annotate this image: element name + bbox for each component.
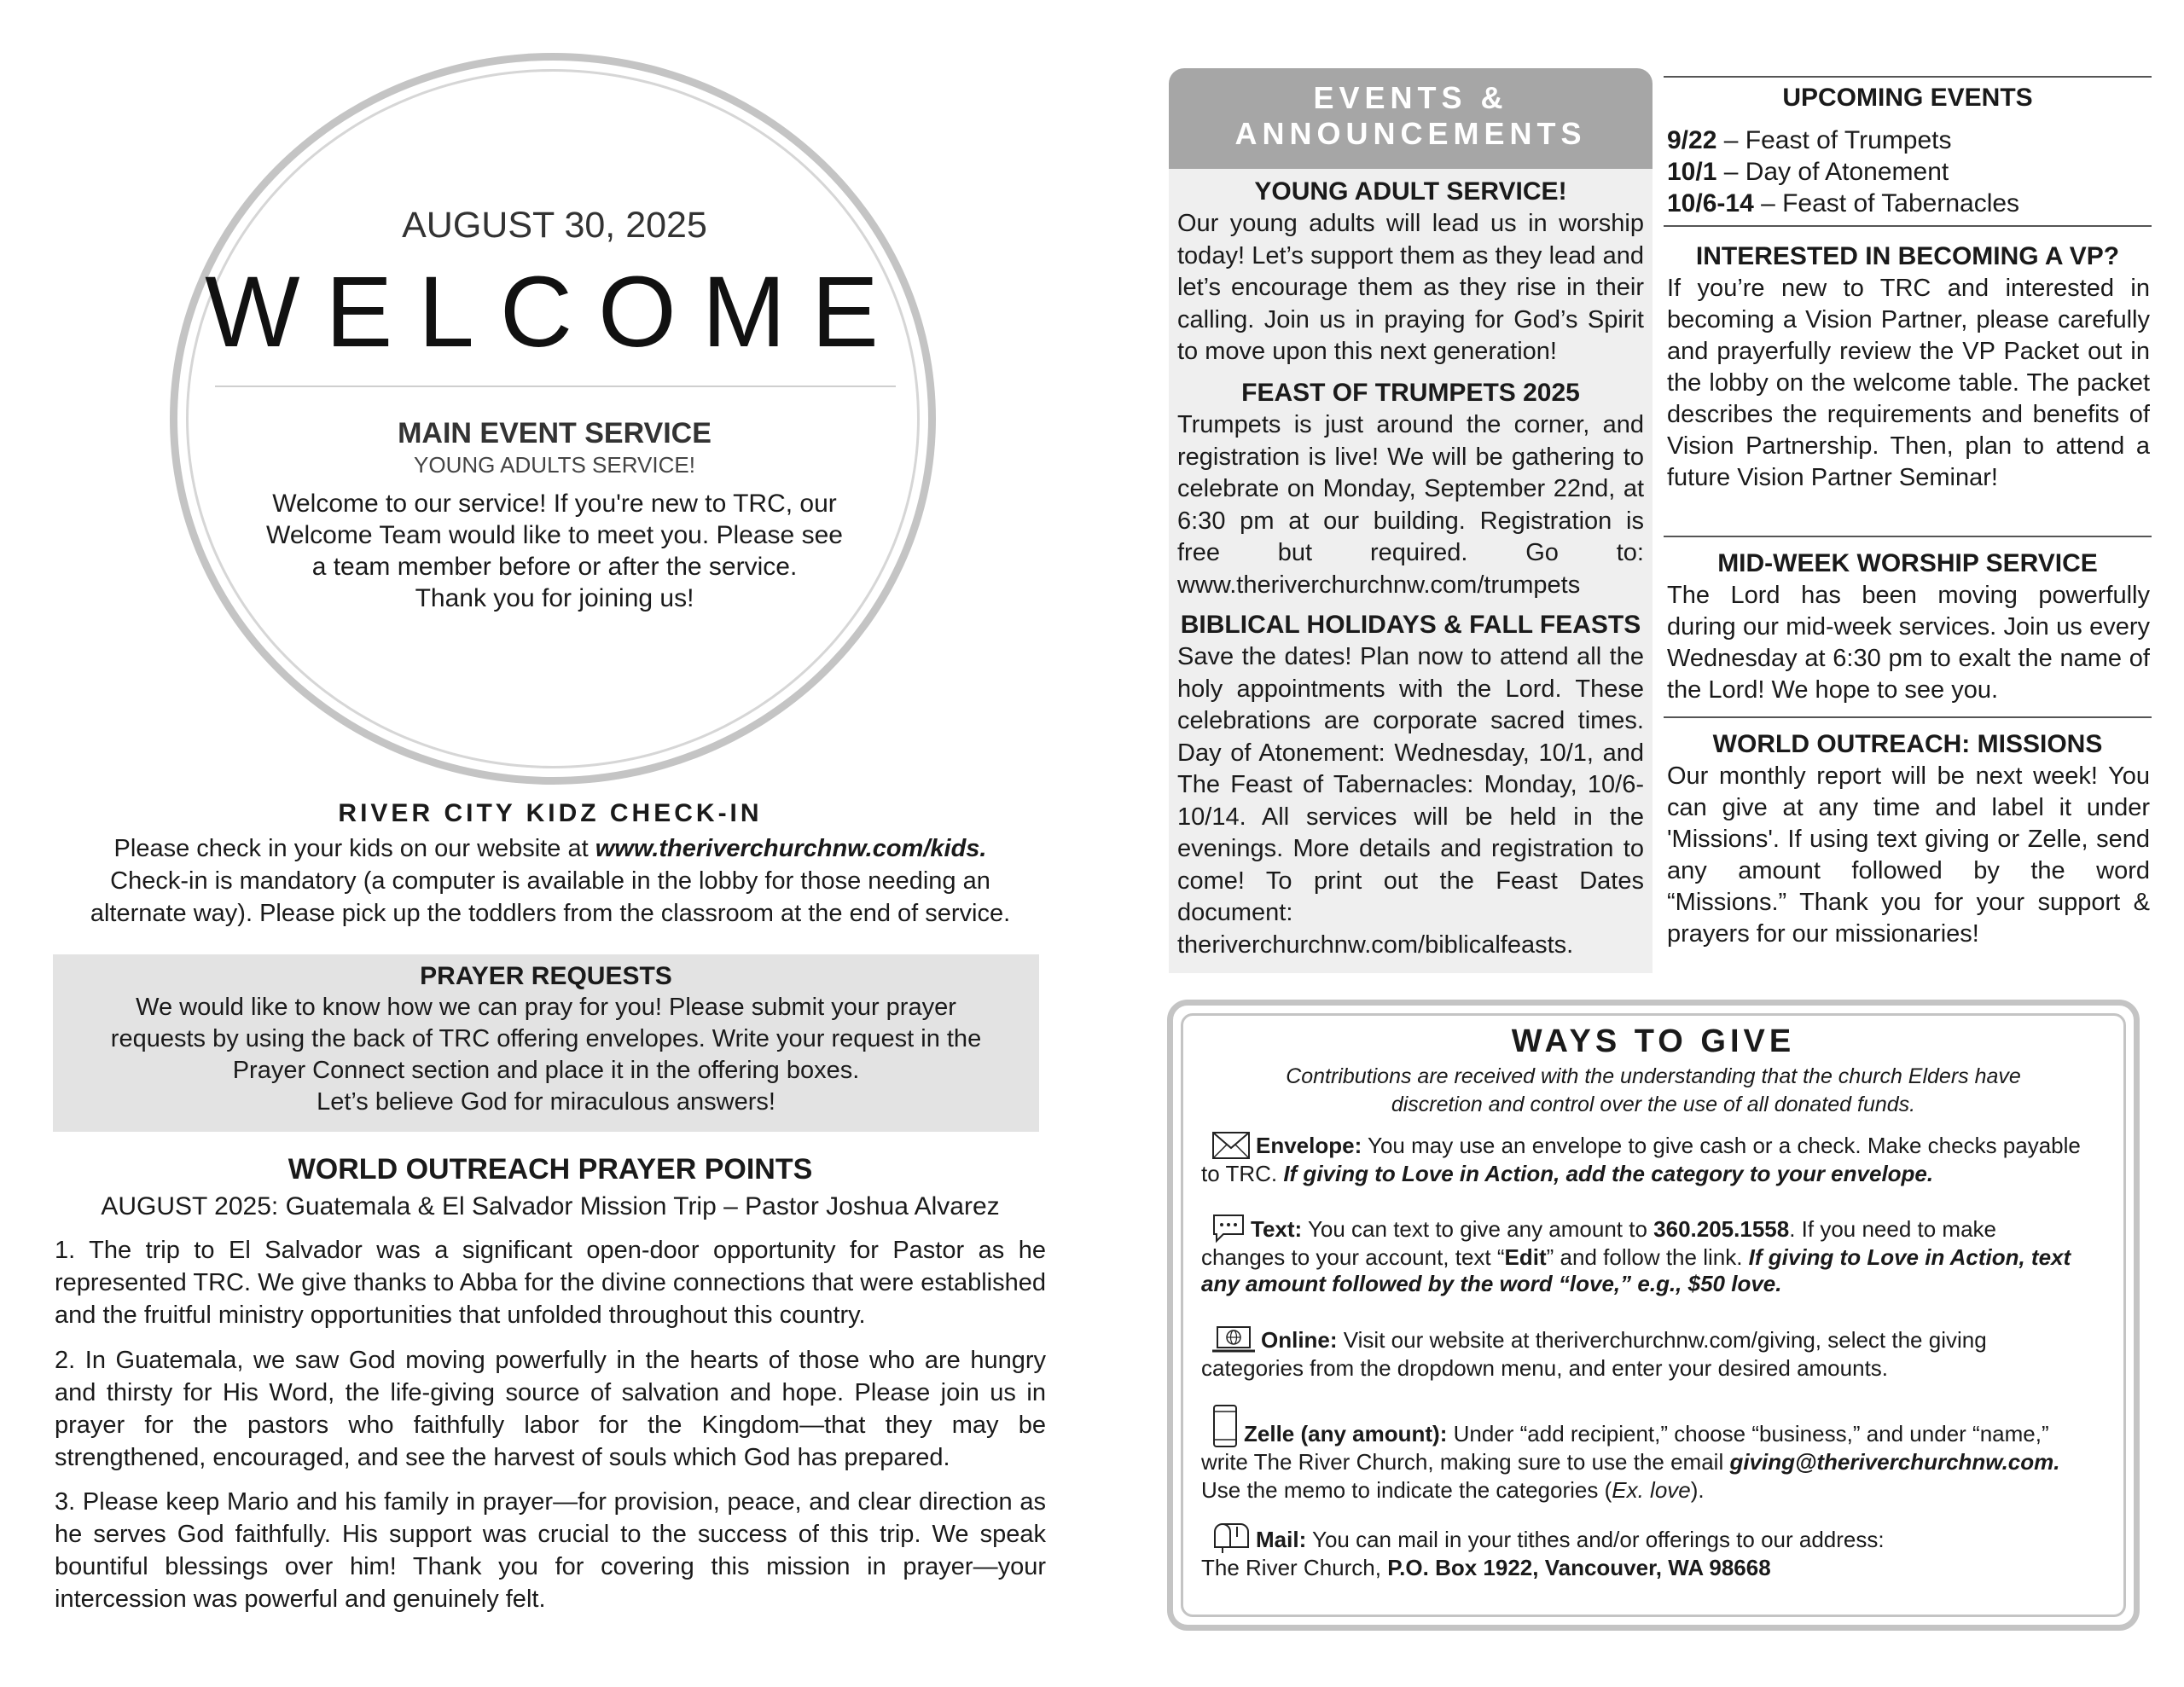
give-zelle: Zelle (any amount): Under “add recipient,” choose “business,” and under “name,” write The River Church, making sure to use the email giving@theriverchurchnw.com. Use the memo to indicate the categories (Ex. love).: [1201, 1404, 2106, 1504]
event-title-feasts: BIBLICAL HOLIDAYS & FALL FEASTS: [1180, 611, 1641, 639]
kidz-checkin-text: Please check in your kids on our website at www.theriverchurchnw.com/kids. Check-in is mandatory (a computer is available in the lobby for those needing an alternate way). Please pick up the toddlers from the classroom at the end of service.: [90, 835, 1011, 927]
give-mail: Mail: You can mail in your tithes and/or offerings to our address: The River Church, P.O. Box 1922, Vancouver, WA 98668: [1201, 1520, 2106, 1582]
upcoming-event-item: 10/1 – Day of Atonement: [1667, 158, 1949, 186]
missions-title: WORLD OUTREACH: MISSIONS: [1712, 730, 2103, 758]
kids-link[interactable]: www.theriverchurchnw.com/kids.: [595, 835, 987, 862]
event-text-young-adults: Our young adults will lead us in worship today! Let’s support them as they lead and let’s encourage them as they rise in their calling. Join us in praying for God’s Spirit to move upon this next generation!: [1177, 210, 1644, 365]
phone-icon: [1211, 1404, 1239, 1448]
divider: [1664, 536, 2152, 537]
event-title-trumpets: FEAST OF TRUMPETS 2025: [1241, 379, 1580, 407]
prayer-requests-text: We would like to know how we can pray for you! Please submit your prayer requests by using the back of TRC offering envelopes. Write your request in the Prayer Connect section and place it in the offering boxes. Let’s believe God for miraculous answers!: [110, 994, 982, 1116]
mailbox-icon: [1211, 1520, 1251, 1554]
welcome-message: Welcome to our service! If you're new to TRC, our Welcome Team would like to meet you. Please see a team member before or after the service. Thank you for joining us!: [266, 490, 843, 612]
welcome-heading: WELCOME: [205, 256, 904, 368]
events-header-title: EVENTS & ANNOUNCEMENTS: [1234, 80, 1587, 151]
divider: [1664, 76, 2152, 78]
event-text-trumpets: Trumpets is just around the corner, and registration is live! We will be gathering to celebrate on Monday, September 22nd, at 6:30 pm at our building. Registration is free but required. Go to: www.theriverchurchnw.com/trumpets: [1177, 411, 1644, 599]
midweek-title: MID-WEEK WORSHIP SERVICE: [1717, 549, 2098, 577]
prayer-point-2: 2. In Guatemala, we saw God moving powerfully in the hearts of those who are hungry and thirsty for His Word, the life-giving source of salvation and hope. Please join us in prayer for the pastors who faithfully labor for the Kingdom—that they may be strengthened, encouraged, and see the harvest of souls which God has prepared.: [55, 1347, 1046, 1471]
ways-to-give-subtitle: Contributions are received with the understanding that the church Elders have discretion and control over the use of all donated funds.: [1286, 1064, 2021, 1116]
event-title-young-adults: YOUNG ADULT SERVICE!: [1254, 177, 1567, 206]
give-envelope: Envelope: You may use an envelope to give cash or a check. Make checks payable to TRC. If giving to Love in Action, add the category to your envelope.: [1201, 1133, 2081, 1186]
vp-text: If you’re new to TRC and interested in becoming a Vision Partner, please carefully and prayerfully review the VP Packet out in the lobby on the welcome table. The packet describes the requirements and benefits of Vision Partnership. Then, plan to attend a future Vision Partner Seminar!: [1667, 275, 2150, 491]
service-title: MAIN EVENT SERVICE: [398, 417, 712, 449]
kidz-checkin-title: RIVER CITY KIDZ CHECK-IN: [338, 799, 763, 827]
bulletin-date: AUGUST 30, 2025: [402, 205, 707, 246]
divider: [1664, 225, 2152, 227]
upcoming-event-item: 9/22 – Feast of Trumpets: [1667, 126, 1952, 154]
divider: [1664, 716, 2152, 718]
divider: [215, 386, 896, 387]
chat-bubble-icon: [1211, 1213, 1246, 1244]
envelope-icon: [1211, 1131, 1251, 1160]
vp-title: INTERESTED IN BECOMING A VP?: [1695, 242, 2120, 270]
ways-to-give-title: WAYS TO GIVE: [1511, 1023, 1796, 1059]
event-text-feasts: Save the dates! Plan now to attend all the holy appointments with the Lord. These celebrations are corporate sacred times. Day of Atonement: Wednesday, 10/1, and The Feast of Tabernacles: Monday, 10/6-10/14. All services will be held in the evenings. More details and registration to come! To print out the Feast Dates document: theriverchurchnw.com/biblicalfeasts.: [1177, 643, 1644, 959]
prayer-requests-title: PRAYER REQUESTS: [420, 962, 672, 990]
upcoming-events-title: UPCOMING EVENTS: [1782, 84, 2033, 112]
service-subtitle: YOUNG ADULTS SERVICE!: [414, 452, 695, 478]
midweek-text: The Lord has been moving powerfully during our mid-week services. Join us every Wednesday at 6:30 pm to exalt the name of the Lord! We hope to see you.: [1667, 582, 2150, 704]
upcoming-event-item: 10/6-14 – Feast of Tabernacles: [1667, 189, 2020, 217]
world-outreach-prayer-subtitle: AUGUST 2025: Guatemala & El Salvador Mission Trip – Pastor Joshua Alvarez: [101, 1192, 1000, 1220]
give-text-message: Text: You can text to give any amount to 360.205.1558. If you need to make changes to your account, text “Edit” and follow the link. If giving to Love in Action, text any amount followed by the word “love,” e.g., $50 love.: [1201, 1213, 2106, 1296]
world-outreach-prayer-title: WORLD OUTREACH PRAYER POINTS: [288, 1153, 813, 1186]
prayer-point-1: 1. The trip to El Salvador was a significant open-door opportunity for Pastor as he represented TRC. We give thanks to Abba for the divine connections that were established and the fruitful ministry opportunities that unfolded throughout this country.: [55, 1237, 1046, 1329]
laptop-globe-icon: [1211, 1325, 1256, 1354]
give-online: Online: Visit our website at theriverchurchnw.com/giving, select the giving categories from the dropdown menu, and enter your desired amounts.: [1201, 1327, 1987, 1381]
prayer-point-3: 3. Please keep Mario and his family in prayer—for provision, peace, and clear direction as he serves God faithfully. His support was crucial to the success of this trip. We speak bountiful blessings over him! Thank you for covering this mission in prayer—your intercession was powerful and genuinely felt.: [55, 1488, 1046, 1613]
missions-text: Our monthly report will be next week! You can give at any time and label it under 'Missions'. If using text giving or Zelle, send any amount followed by the word “Missions.” Thank you for your support & prayers for our missionaries!: [1667, 762, 2150, 948]
